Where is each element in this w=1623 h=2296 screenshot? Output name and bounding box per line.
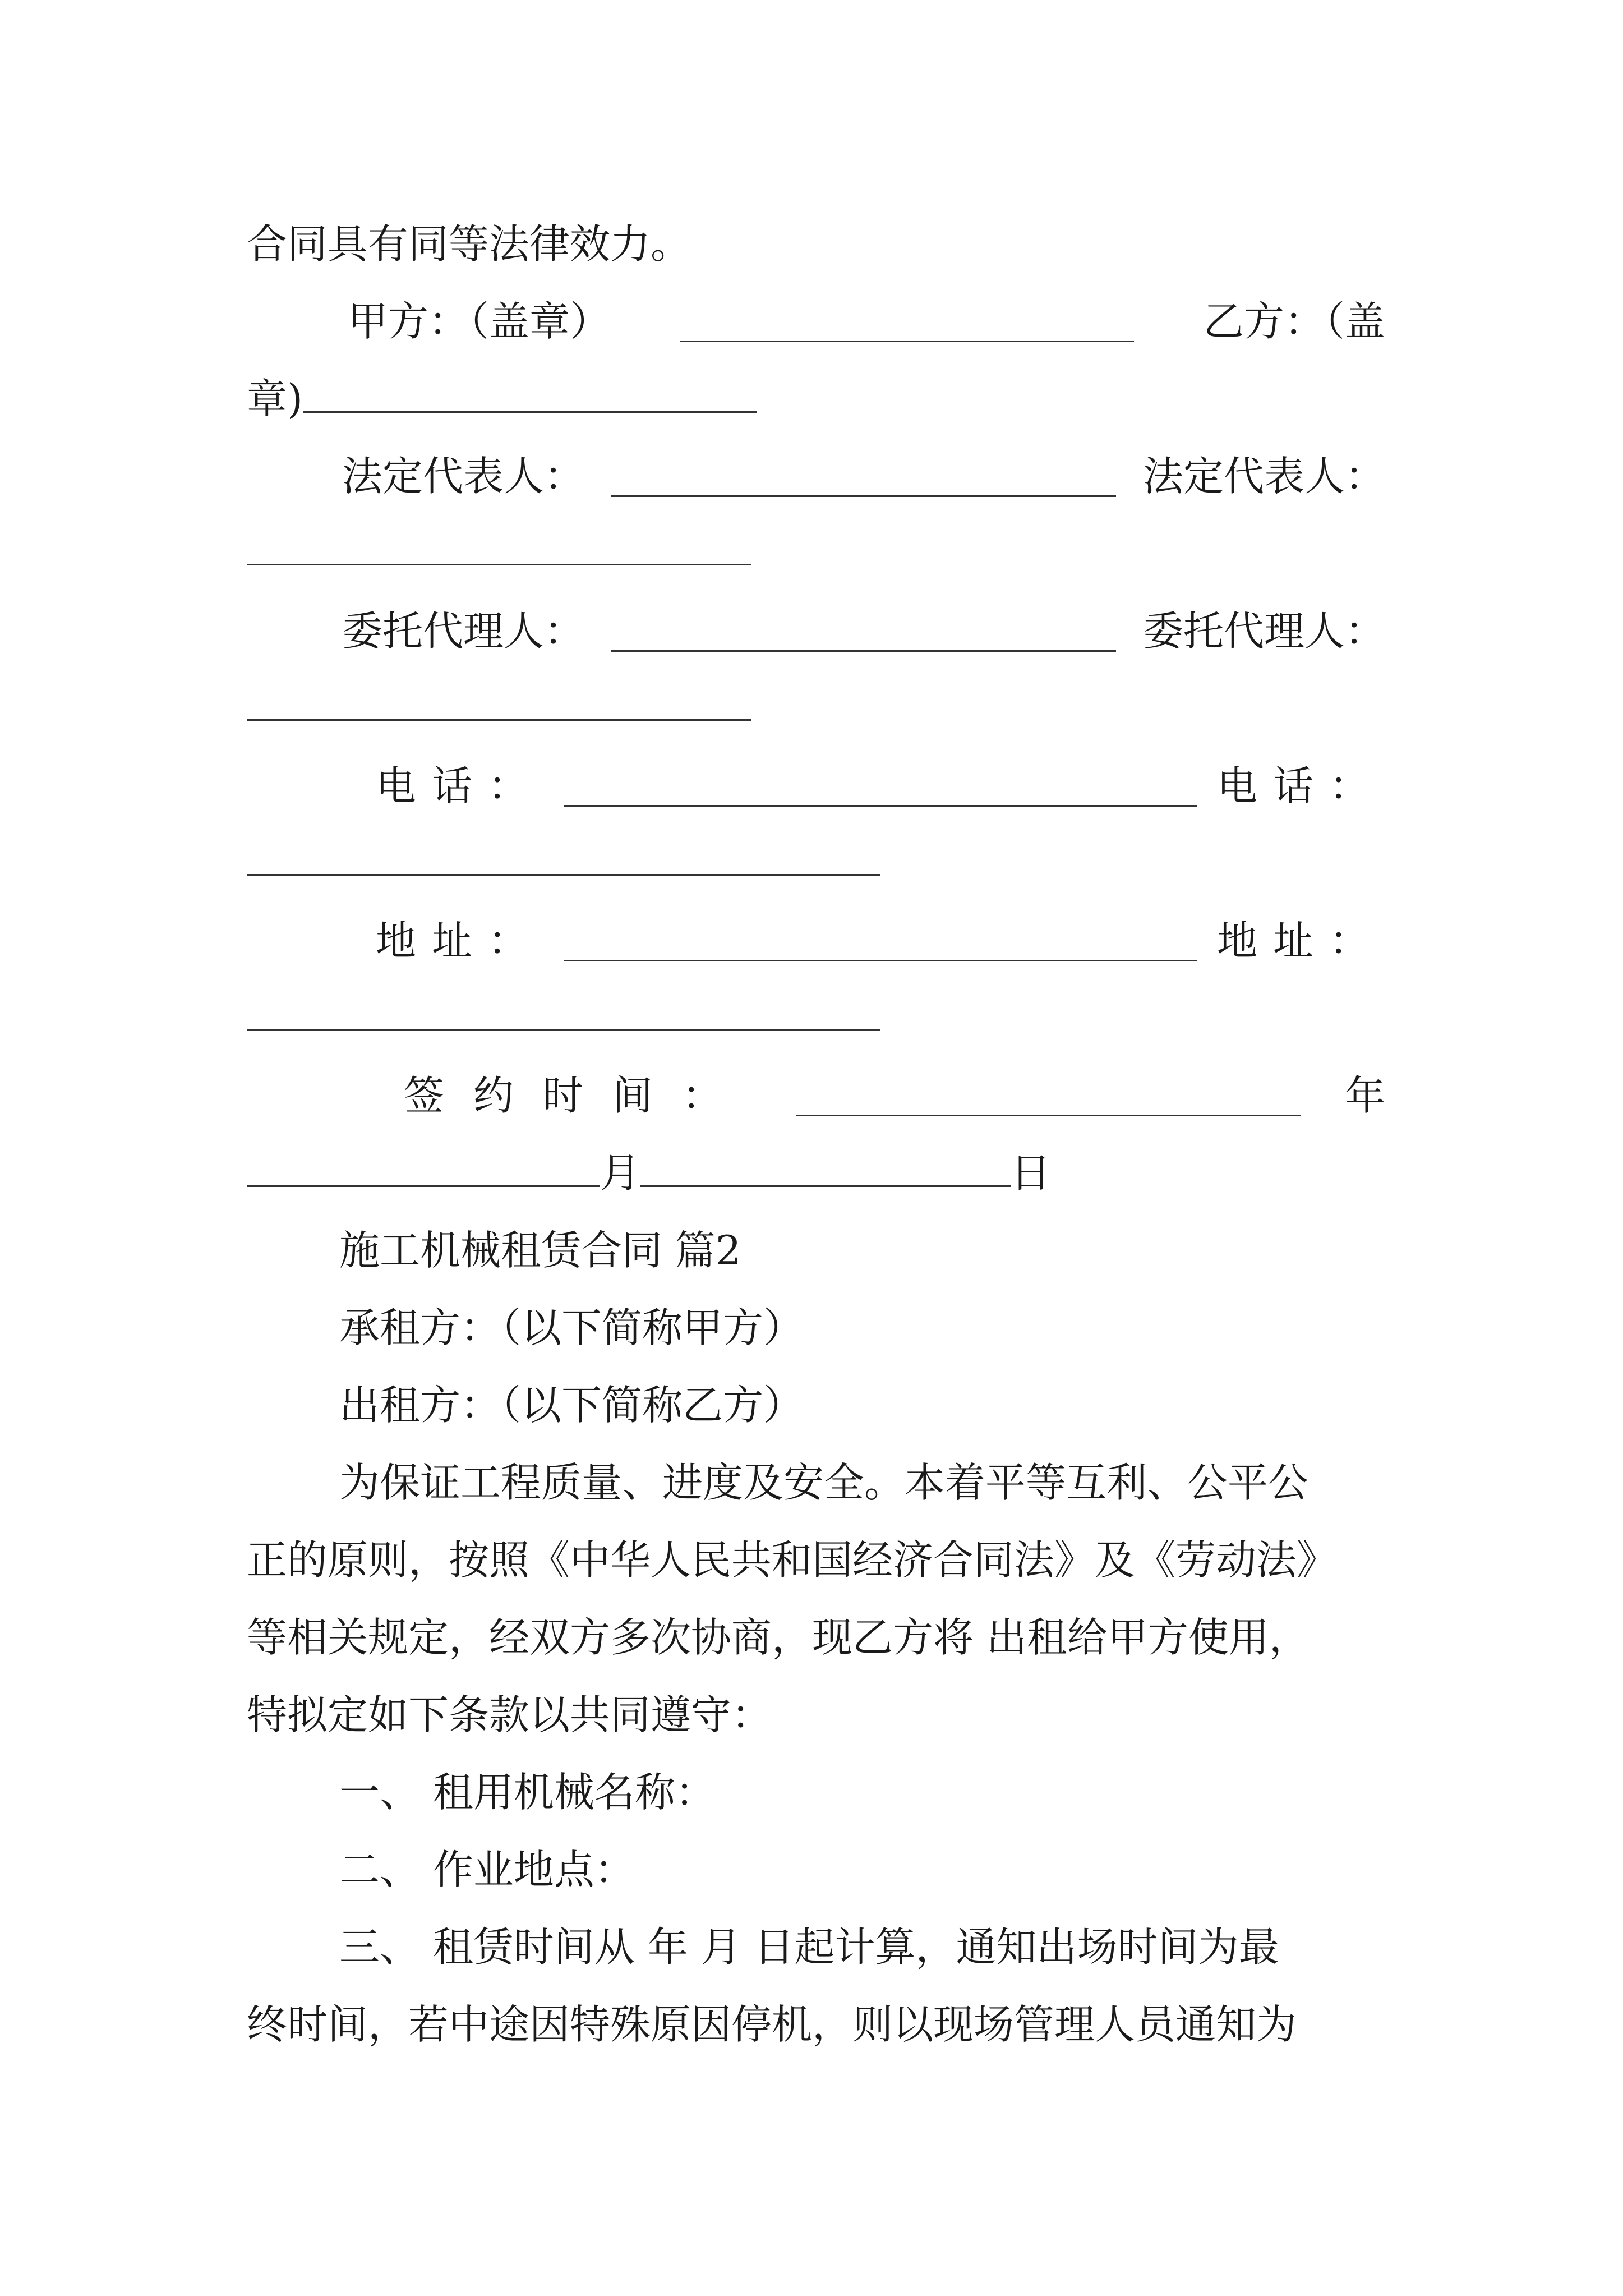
lessee-text: 承租方：（以下简称甲方） <box>339 1304 804 1351</box>
paragraph-end <box>247 213 1385 275</box>
party-a-legal-rep-blank[interactable] <box>611 456 1116 497</box>
contract-2-title <box>247 1220 1385 1281</box>
sign-time-label: 签约时间： <box>404 1072 752 1119</box>
party-b-seal-label: 乙方：（盖 <box>1203 298 1385 345</box>
party-a-seal-blank[interactable] <box>680 301 1134 342</box>
party-a-address-blank[interactable] <box>564 921 1197 961</box>
party-b-address-blank[interactable] <box>247 1029 880 1031</box>
party-b-agent-label: 委托代理人： <box>1142 608 1385 655</box>
party-seal-row <box>247 291 1385 352</box>
item-3-text-1: 三、 租赁时间从 年 月 日起计算，通知出场时间为最 <box>339 1924 1279 1971</box>
lessor-line <box>247 1374 1385 1436</box>
intro-line-1 <box>247 1452 1385 1513</box>
item-2-text: 二、 作业地点： <box>339 1846 635 1893</box>
item-1-text: 一、 租用机械名称： <box>339 1769 716 1816</box>
intro-text-2: 正的原则，按照《中华人民共和国经济合同法》及《劳动法》 <box>247 1536 1338 1584</box>
sign-year-label: 年 <box>1344 1072 1385 1119</box>
lessor-text: 出租方：（以下简称乙方） <box>339 1382 804 1429</box>
party-a-phone-label: 电话： <box>376 762 545 809</box>
address-row <box>247 910 1385 972</box>
party-a-agent-blank[interactable] <box>611 611 1116 652</box>
party-b-seal-row <box>247 368 1385 430</box>
intro-line-4 <box>247 1684 1385 1746</box>
legal-rep-row <box>247 445 1385 507</box>
sign-day-label: 日 <box>1011 1149 1052 1197</box>
intro-text-1: 为保证工程质量、进度及安全。本着平等互利、公平公 <box>339 1459 1309 1506</box>
party-a-address-label: 地址： <box>376 917 545 964</box>
intro-text-3: 等相关规定，经双方多次协商，现乙方将 出租给甲方使用， <box>247 1614 1310 1661</box>
party-a-seal-label: 甲方：（盖章） <box>348 298 611 345</box>
party-b-agent-blank[interactable] <box>247 719 751 721</box>
party-b-address-label: 地址： <box>1216 917 1385 964</box>
intro-text-4: 特拟定如下条款以共同遵守： <box>247 1691 772 1738</box>
party-b-seal-label-cont: 章) <box>247 375 303 422</box>
party-a-phone-blank[interactable] <box>564 766 1197 807</box>
party-b-legal-rep-label: 法定代表人： <box>1142 453 1385 500</box>
contract-2-title-text: 施工机械租赁合同 篇2 <box>339 1227 741 1274</box>
lessee-line <box>247 1297 1385 1359</box>
item-3-text-2: 终时间，若中途因特殊原因停机，则以现场管理人员通知为 <box>247 2001 1297 2048</box>
intro-line-3 <box>247 1607 1385 1668</box>
item-1 <box>247 1761 1385 1823</box>
agent-row <box>247 600 1385 662</box>
item-2 <box>247 1839 1385 1901</box>
sign-year-blank[interactable] <box>796 1075 1301 1116</box>
item-3-line-2 <box>247 1994 1385 2055</box>
party-a-agent-label: 委托代理人： <box>342 608 585 655</box>
item-3-line-1 <box>247 1916 1385 1978</box>
paragraph-end-text: 合同具有同等法律效力。 <box>247 220 691 268</box>
party-b-seal-blank[interactable] <box>303 372 757 413</box>
sign-time-row <box>247 1065 1385 1126</box>
intro-line-2 <box>247 1529 1385 1591</box>
party-a-legal-rep-label: 法定代表人： <box>342 453 585 500</box>
phone-row <box>247 755 1385 817</box>
sign-day-blank[interactable] <box>640 1146 1011 1187</box>
party-b-phone-blank[interactable] <box>247 874 880 876</box>
party-b-legal-rep-blank[interactable] <box>247 564 751 565</box>
sign-month-blank[interactable] <box>247 1146 600 1187</box>
party-b-phone-label: 电话： <box>1216 762 1385 809</box>
sign-month-label: 月 <box>600 1149 641 1197</box>
sign-date-row <box>247 1142 1385 1204</box>
